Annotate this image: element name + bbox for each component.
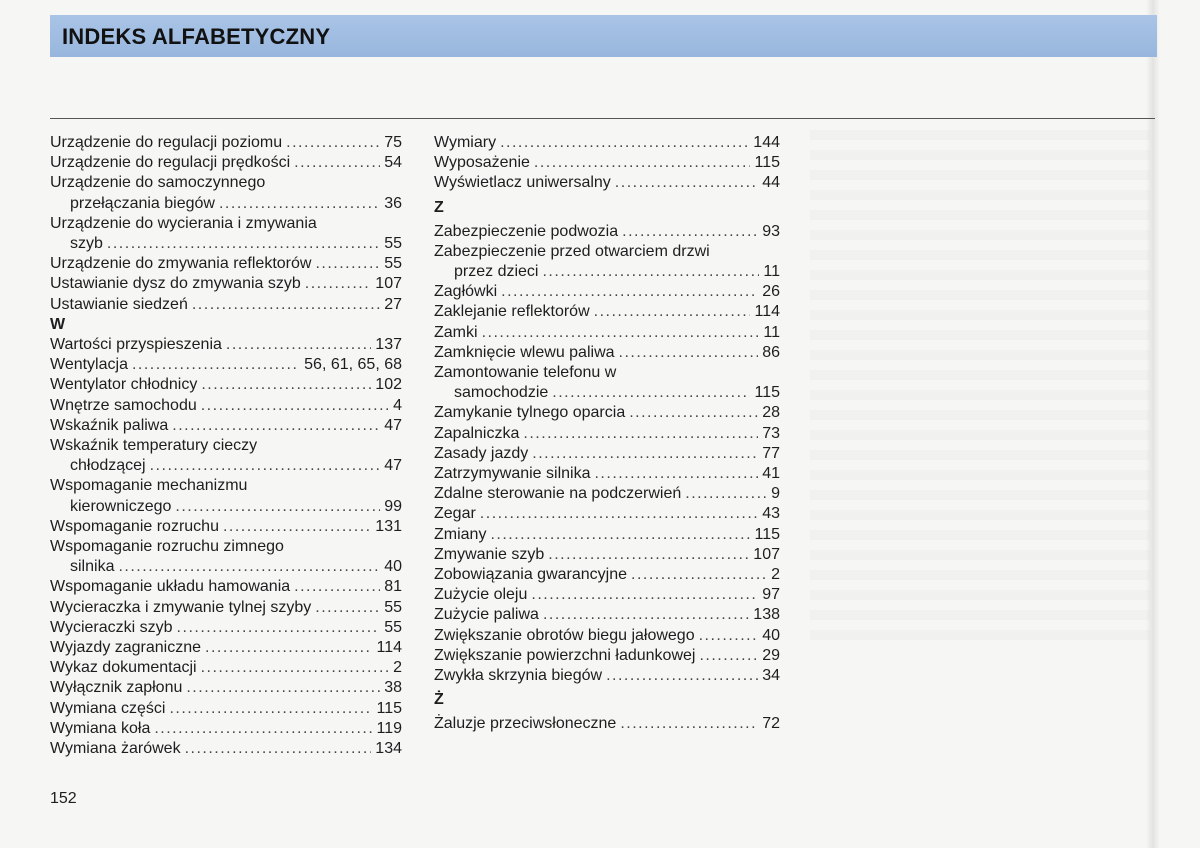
index-entry-label: Wentylacja — [50, 356, 128, 374]
dot-leader — [219, 194, 380, 214]
index-entry-label: Zabezpieczenie podwozia — [434, 222, 619, 240]
index-entry-page: 2 — [771, 566, 780, 584]
index-entry-label: Zużycie paliwa — [434, 606, 539, 624]
index-entry-page: 77 — [762, 444, 780, 462]
dot-leader — [594, 302, 751, 322]
index-entry-page: 27 — [384, 295, 402, 313]
dot-leader — [685, 484, 767, 504]
dot-leader — [523, 424, 758, 444]
index-entry-page: 34 — [762, 667, 780, 685]
index-entry — [434, 383, 780, 403]
dot-leader — [154, 719, 372, 739]
index-entry-page: 40 — [384, 558, 402, 576]
dot-leader — [286, 133, 380, 153]
index-entry-label: Urządzenie do samoczynnego — [50, 174, 266, 192]
dot-leader — [548, 545, 749, 565]
index-entry — [50, 396, 402, 416]
dot-leader — [201, 375, 371, 395]
index-entry — [434, 262, 780, 282]
index-entry — [434, 714, 780, 734]
index-entry — [434, 444, 780, 464]
dot-leader — [490, 525, 750, 545]
index-entry — [434, 585, 780, 605]
index-entry-label: chłodzącej — [70, 457, 146, 475]
index-entry-page: 55 — [384, 255, 402, 273]
dot-leader — [620, 714, 758, 734]
index-entry-label: Wspomaganie mechanizmu — [50, 477, 248, 495]
index-entry-label: Wyposażenie — [434, 154, 530, 172]
dot-leader — [107, 234, 380, 254]
index-entry-page: 107 — [753, 545, 780, 563]
index-entry-page: 44 — [762, 174, 780, 192]
index-entry — [50, 234, 402, 254]
index-entry-label: Zamykanie tylnego oparcia — [434, 404, 626, 422]
index-entry — [50, 133, 402, 153]
index-entry-page: 40 — [762, 626, 780, 644]
index-entry-label: Wspomaganie rozruchu — [50, 517, 219, 535]
index-entry-page: 138 — [753, 606, 780, 624]
index-entry-label: przez dzieci — [454, 263, 539, 281]
index-entry-label: przełączania biegów — [70, 194, 215, 212]
index-entry-label: Wentylator chłodnicy — [50, 376, 198, 394]
index-entry-page: 115 — [754, 525, 780, 543]
dot-leader — [192, 295, 380, 315]
index-entry-page: 55 — [384, 618, 402, 636]
index-entry — [434, 222, 780, 242]
dot-leader — [305, 274, 372, 294]
index-entry-page: 86 — [762, 343, 780, 361]
index-entry — [434, 133, 780, 153]
dot-leader — [185, 739, 372, 759]
index-entry-page: 107 — [375, 275, 402, 293]
index-entry — [434, 525, 780, 545]
index-entry-page: 102 — [375, 376, 402, 394]
dot-leader — [543, 605, 749, 625]
index-entry-label: Zmiany — [434, 525, 487, 543]
index-entry-label: Zaklejanie reflektorów — [434, 303, 590, 321]
dot-leader — [699, 646, 758, 666]
index-entry — [50, 295, 402, 315]
index-entry — [50, 254, 402, 274]
page-fold-shadow — [1146, 0, 1160, 848]
index-entry-label: Wymiary — [434, 134, 497, 151]
dot-leader — [169, 699, 372, 719]
dot-leader — [500, 133, 749, 153]
index-entry-page: 93 — [762, 222, 780, 240]
index-entry-label: Żaluzje przeciwsłoneczne — [434, 715, 617, 733]
dot-leader — [223, 517, 371, 537]
index-entry — [434, 464, 780, 484]
index-entry — [434, 484, 780, 504]
index-entry-page: 38 — [384, 679, 402, 697]
index-entry-label: Zużycie oleju — [434, 586, 528, 604]
index-entry — [434, 282, 780, 302]
index-entry-label: Urządzenie do regulacji prędkości — [50, 154, 291, 172]
index-entry-page: 4 — [393, 396, 402, 414]
index-entry — [434, 343, 780, 363]
index-entry-label: Wymiana części — [50, 699, 166, 717]
index-entry-page: 11 — [763, 323, 780, 341]
index-entry — [434, 173, 780, 193]
index-entry — [434, 565, 780, 585]
page-title: INDEKS ALFABETYCZNY — [62, 24, 331, 49]
index-entry-page: 119 — [376, 719, 402, 737]
index-entry-label: Zatrzymywanie silnika — [434, 465, 591, 483]
dot-leader — [531, 585, 758, 605]
index-entry — [50, 557, 402, 577]
index-entry-label: Zasady jazdy — [434, 444, 529, 462]
index-entry — [50, 497, 402, 517]
index-entry — [434, 504, 780, 524]
index-entry-page: 115 — [376, 699, 402, 717]
index-entry-label: Ustawianie siedzeń — [50, 295, 188, 313]
index-entry-page: 43 — [762, 505, 780, 523]
dot-leader — [615, 173, 758, 193]
index-entry-page: 72 — [762, 715, 780, 733]
index-entry-label: Zwykła skrzynia biegów — [434, 667, 603, 685]
index-column-left — [50, 133, 402, 759]
dot-leader — [294, 153, 380, 173]
header-rule — [50, 118, 1155, 119]
index-entry-page: 47 — [384, 416, 402, 434]
index-entry-page: 144 — [753, 134, 780, 151]
index-entry-label: silnika — [70, 558, 115, 576]
dot-leader — [622, 222, 758, 242]
index-entry-page: 99 — [384, 497, 402, 515]
index-entry-page: 134 — [375, 740, 402, 758]
index-group-z-dot — [434, 714, 780, 734]
index-entry-label: Wycieraczka i zmywanie tylnej szyby — [50, 598, 312, 616]
index-group-z — [434, 222, 780, 687]
index-entry — [434, 605, 780, 625]
dot-leader — [480, 504, 758, 524]
index-group-w — [50, 335, 402, 759]
index-entry-page: 114 — [376, 639, 402, 657]
index-entry-label: Ustawianie dysz do zmywania szyb — [50, 275, 301, 293]
index-group-w-cont — [434, 133, 780, 194]
index-entry — [50, 517, 402, 537]
dot-leader — [552, 383, 750, 403]
index-entry-label: Wyłącznik zapłonu — [50, 679, 183, 697]
index-entry-page: 137 — [375, 336, 402, 354]
dot-leader — [482, 323, 760, 343]
dot-leader — [294, 577, 380, 597]
index-entry-label: kierowniczego — [70, 497, 172, 515]
index-entry — [50, 416, 402, 436]
dot-leader — [532, 444, 758, 464]
dot-leader — [629, 403, 758, 423]
dot-leader — [542, 262, 759, 282]
index-entry-label: Urządzenie do wycierania i zmywania — [50, 214, 317, 232]
index-entry-label: Wskaźnik paliwa — [50, 416, 169, 434]
index-entry-label: Wskaźnik temperatury cieczy — [50, 437, 258, 455]
dot-leader — [619, 343, 759, 363]
index-entry — [50, 678, 402, 698]
index-entry-page: 2 — [393, 659, 402, 677]
dot-leader — [201, 658, 390, 678]
index-entry-page: 36 — [384, 194, 402, 212]
index-entry-page: 26 — [762, 283, 780, 301]
section-heading-z-dot: Ż — [434, 691, 444, 709]
index-entry — [434, 646, 780, 666]
index-entry — [50, 335, 402, 355]
index-entry-label: Zabezpieczenie przed otwarciem drzwi — [434, 242, 710, 260]
index-entry-label: Urządzenie do zmywania reflektorów — [50, 255, 312, 273]
index-entry — [50, 456, 402, 476]
index-entry-label: samochodzie — [454, 384, 549, 402]
index-entry-page: 28 — [762, 404, 780, 422]
index-entry-label: Zobowiązania gwarancyjne — [434, 566, 627, 584]
index-entry-page: 47 — [384, 457, 402, 475]
index-entry-page: 56, 61, 65, 68 — [304, 356, 402, 374]
index-entry — [50, 638, 402, 658]
index-entry-label: Zegar — [434, 505, 476, 523]
index-entry — [434, 403, 780, 423]
index-entry-page: 55 — [384, 235, 402, 253]
index-entry-label: Zagłówki — [434, 283, 498, 301]
index-entry-label: Wymiana żarówek — [50, 740, 181, 758]
index-entry — [434, 153, 780, 173]
dot-leader — [501, 282, 758, 302]
dot-leader — [177, 618, 381, 638]
dot-leader — [315, 254, 380, 274]
index-entry-label: Zapalniczka — [434, 424, 520, 442]
index-entry-label: szyb — [70, 235, 103, 253]
index-entry — [50, 375, 402, 395]
index-entry-label: Zamknięcie wlewu paliwa — [434, 343, 615, 361]
index-entry-label: Zdalne sterowanie na podczerwień — [434, 485, 682, 503]
dot-leader — [631, 565, 767, 585]
index-entry-label: Wyjazdy zagraniczne — [50, 639, 202, 657]
dot-leader — [534, 153, 751, 173]
index-entry — [434, 666, 780, 686]
index-entry — [434, 424, 780, 444]
index-entry-page: 97 — [762, 586, 780, 604]
dot-leader — [201, 396, 389, 416]
dot-leader — [594, 464, 758, 484]
dot-leader — [172, 416, 380, 436]
index-entry — [434, 323, 780, 343]
dot-leader — [150, 456, 381, 476]
index-entry — [50, 598, 402, 618]
index-entry — [50, 355, 402, 375]
section-heading-w: W — [50, 315, 66, 333]
index-entry-label: Wycieraczki szyb — [50, 618, 173, 636]
index-entry-page: 29 — [762, 646, 780, 664]
dot-leader — [205, 638, 372, 658]
index-entry — [50, 699, 402, 719]
index-entry-page: 131 — [375, 517, 402, 535]
index-group-u — [50, 133, 402, 315]
index-entry-page: 81 — [384, 578, 402, 596]
index-entry-page: 75 — [384, 134, 402, 151]
index-entry-label: Wspomaganie rozruchu zimnego — [50, 538, 284, 556]
index-entry-label: Zamontowanie telefonu w — [434, 364, 617, 382]
index-entry-label: Wspomaganie układu hamowania — [50, 578, 291, 596]
dot-leader — [132, 355, 300, 375]
index-entry-label: Zwiększanie obrotów biegu jałowego — [434, 626, 695, 644]
index-entry — [50, 658, 402, 678]
index-entry-label: Wykaz dokumentacji — [50, 659, 197, 677]
index-entry — [434, 626, 780, 646]
dot-leader — [118, 557, 380, 577]
facing-page-bleed — [810, 130, 1150, 650]
index-entry — [434, 545, 780, 565]
index-entry — [50, 194, 402, 214]
index-entry-page: 54 — [384, 154, 402, 172]
dot-leader — [315, 598, 380, 618]
dot-leader — [186, 678, 380, 698]
index-entry-page: 73 — [762, 424, 780, 442]
index-entry-page: 41 — [762, 465, 780, 483]
index-entry-page: 11 — [763, 263, 780, 281]
dot-leader — [226, 335, 371, 355]
index-entry-page: 9 — [771, 485, 780, 503]
index-entry-label: Zamki — [434, 323, 478, 341]
index-entry — [50, 719, 402, 739]
dot-leader — [175, 497, 380, 517]
index-entry-page: 115 — [754, 154, 780, 172]
dot-leader — [606, 666, 758, 686]
index-entry — [50, 739, 402, 759]
index-entry-page: 115 — [754, 384, 780, 402]
index-entry — [50, 577, 402, 597]
page-number: 152 — [50, 790, 77, 807]
dot-leader — [699, 626, 759, 646]
index-entry-label: Zwiększanie powierzchni ładunkowej — [434, 646, 696, 664]
index-entry-label: Wnętrze samochodu — [50, 396, 197, 414]
index-entry — [50, 274, 402, 294]
index-entry-page: 55 — [384, 598, 402, 616]
index-entry-label: Wyświetlacz uniwersalny — [434, 174, 611, 192]
index-entry-label: Wymiana koła — [50, 719, 151, 737]
index-entry-label: Urządzenie do regulacji poziomu — [50, 134, 283, 151]
index-entry-label: Zmywanie szyb — [434, 545, 545, 563]
index-entry — [50, 618, 402, 638]
index-entry — [434, 302, 780, 322]
index-entry-label: Wartości przyspieszenia — [50, 336, 222, 354]
section-heading-z: Z — [434, 198, 444, 216]
index-column-right — [434, 133, 780, 734]
index-entry — [50, 153, 402, 173]
index-entry-page: 114 — [754, 303, 780, 321]
